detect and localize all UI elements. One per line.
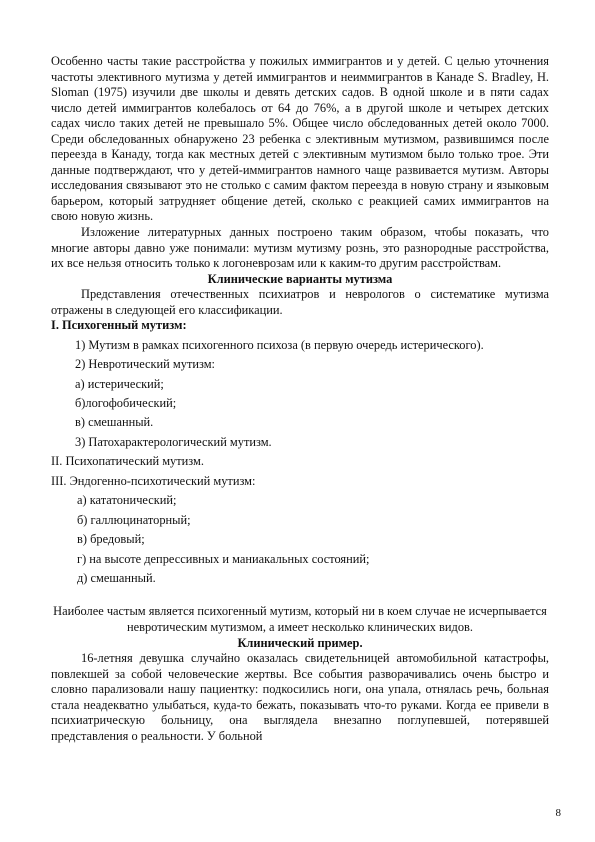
list-item: 1) Мутизм в рамках психогенного психоза (в первую очередь истерического).: [75, 337, 484, 352]
page-number: 8: [555, 807, 561, 820]
summary-paragraph: Наиболее частым является психогенный мутизм, который ни в коем случае не исчерпывается невротическим мутизмом, а имеет несколько клинических видов.: [53, 604, 547, 634]
group3-title: III. Эндогенно-психотический мутизм:: [51, 473, 256, 488]
list-item: г) на высоте депрессивных и маниакальных состояний;: [77, 551, 370, 566]
list-item: 2) Невротический мутизм:: [75, 357, 215, 372]
list-item: б)логофобический;: [75, 396, 177, 411]
list-item: 3) Патохарактерологический мутизм.: [75, 434, 272, 449]
spacer: [51, 590, 549, 604]
classification-intro: Представления отечественных психиатров и неврологов о систематике мутизма отражены в следующей его классификации.: [51, 287, 549, 317]
example-title: Клинический пример.: [237, 635, 363, 650]
list-item: б) галлюцинаторный;: [77, 512, 191, 527]
classification-list: [51, 318, 549, 586]
group1-title: I. Психогенный мутизм:: [51, 318, 187, 333]
list-item: в) бредовый;: [77, 532, 145, 547]
section-title: Клинические варианты мутизма: [207, 271, 393, 286]
example-paragraph: 16-летняя девушка случайно оказалась свидетельницей автомобильной катастрофы, повлекшей за собой человеческие жертвы. Все события разворачивались очень быстро и словно парализовали нашу пациентку: подкосились ноги, она упала, отнялась речь, больная стала неадекватно улыбаться, куда-то бежать, показывать что-то руками. Когда ее привели в психиатрическую больницу, она выглядела внезапно поглупевшей, потерявшей представления о реальности. У больной: [51, 651, 549, 743]
list-item: в) смешанный.: [75, 415, 154, 430]
intro-paragraph: Особенно часты такие расстройства у пожилых иммигрантов и у детей. С целью уточнения частоты элективного мутизма у детей иммигрантов и неиммигрантов в Канаде S. Bradley, H. Sloman (1975) изучили две школы и девять детских садов. В одной школе и в пяти садах число детей иммигрантов колебалось от 64 до 76%, а в другой школе и четырех детских садах число таких детей не превышало 5%. Общее число обследованных детей около 7000. Среди обследованных обнаружено 23 ребенка с элективным мутизмом, развившимся после переезда в Канаду, тогда как местных детей с элективным мутизмом было только трое. Эти данные подтверждают, что у детей-иммигрантов намного чаще развивается мутизм. Авторы исследования связывают это не столько с самим фактом переезда в новую страну и языковым барьером, который затрудняет общение детей, сколько с реакцией самих иммигрантов на свою новую жизнь.: [51, 54, 549, 224]
list-item: а) кататонический;: [77, 493, 177, 508]
group2-title: II. Психопатический мутизм.: [51, 454, 204, 469]
literature-paragraph: Изложение литературных данных построено таким образом, чтобы показать, что многие авторы давно уже понимали: мутизм мутизму рознь, это разнородные расстройства, их все нельзя относить только к логоневрозам или к каким-то другим расстройствам.: [51, 225, 549, 271]
list-item: д) смешанный.: [77, 570, 156, 585]
list-item: а) истерический;: [75, 376, 164, 391]
